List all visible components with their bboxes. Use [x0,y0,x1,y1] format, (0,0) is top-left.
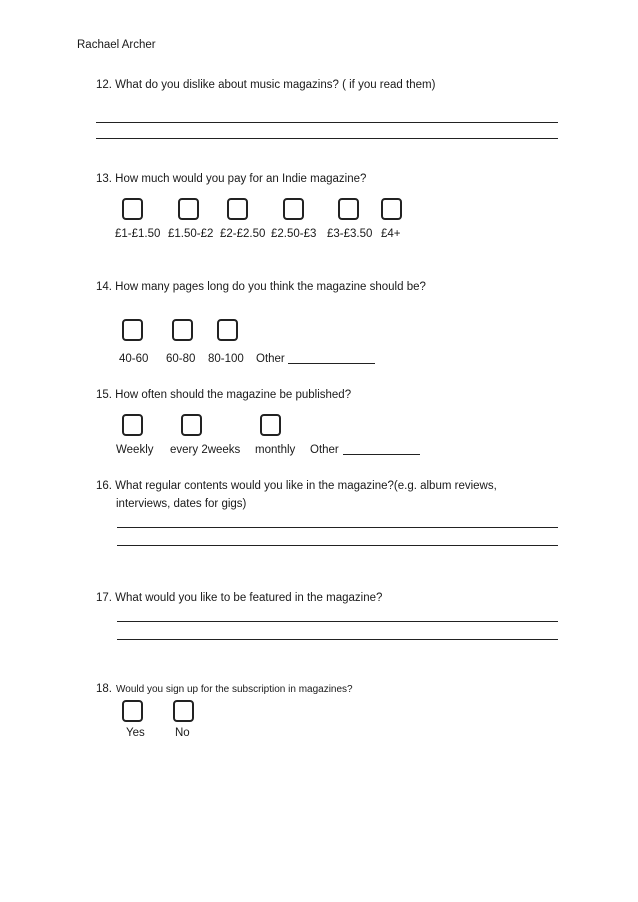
pages-option-1: 40-60 [119,353,149,365]
question-17: 17. What would you like to be featured in the magazine? [96,592,383,604]
frequency-other-line[interactable] [343,454,420,455]
checkbox-frequency-1[interactable] [122,414,143,436]
checkbox-price-3[interactable] [227,198,248,220]
price-option-1: £1-£1.50 [115,228,161,240]
frequency-option-3: monthly [255,444,296,456]
answer-line-17-1[interactable] [117,621,558,622]
answer-line-12-2[interactable] [96,138,558,139]
price-option-2: £1.50-£2 [168,228,214,240]
checkbox-price-1[interactable] [122,198,143,220]
price-option-4: £2.50-£3 [271,228,317,240]
checkbox-price-5[interactable] [338,198,359,220]
frequency-option-2: every 2weeks [170,444,241,456]
checkbox-frequency-2[interactable] [181,414,202,436]
question-14: 14. How many pages long do you think the magazine should be? [96,281,426,293]
pages-other-line[interactable] [288,363,375,364]
answer-line-12-1[interactable] [96,122,558,123]
checkbox-subscribe-yes[interactable] [122,700,143,722]
subscribe-option-no: No [175,727,190,739]
pages-option-3: 80-100 [208,353,244,365]
question-15: 15. How often should the magazine be published? [96,389,352,401]
answer-line-16-1[interactable] [117,527,558,528]
question-18-number: 18. [96,683,112,695]
question-16-line-1: 16. What regular contents would you like in the magazine?(e.g. album reviews, [96,480,497,492]
frequency-option-1: Weekly [116,444,154,456]
price-option-5: £3-£3.50 [327,228,373,240]
checkbox-pages-1[interactable] [122,319,143,341]
checkbox-price-4[interactable] [283,198,304,220]
question-18: Would you sign up for the subscription in magazines? [116,684,353,695]
price-option-3: £2-£2.50 [220,228,266,240]
answer-line-16-2[interactable] [117,545,558,546]
subscribe-option-yes: Yes [126,727,145,739]
checkbox-pages-2[interactable] [172,319,193,341]
pages-option-2: 60-80 [166,353,196,365]
author-name: Rachael Archer [77,39,156,51]
pages-other-label: Other [256,353,285,365]
price-option-6: £4+ [381,228,401,240]
question-16-line-2: interviews, dates for gigs) [116,498,247,510]
question-12: 12. What do you dislike about music magazins? ( if you read them) [96,79,436,91]
checkbox-frequency-3[interactable] [260,414,281,436]
checkbox-subscribe-no[interactable] [173,700,194,722]
checkbox-pages-3[interactable] [217,319,238,341]
frequency-other-label: Other [310,444,339,456]
question-13: 13. How much would you pay for an Indie magazine? [96,173,367,185]
checkbox-price-6[interactable] [381,198,402,220]
checkbox-price-2[interactable] [178,198,199,220]
answer-line-17-2[interactable] [117,639,558,640]
